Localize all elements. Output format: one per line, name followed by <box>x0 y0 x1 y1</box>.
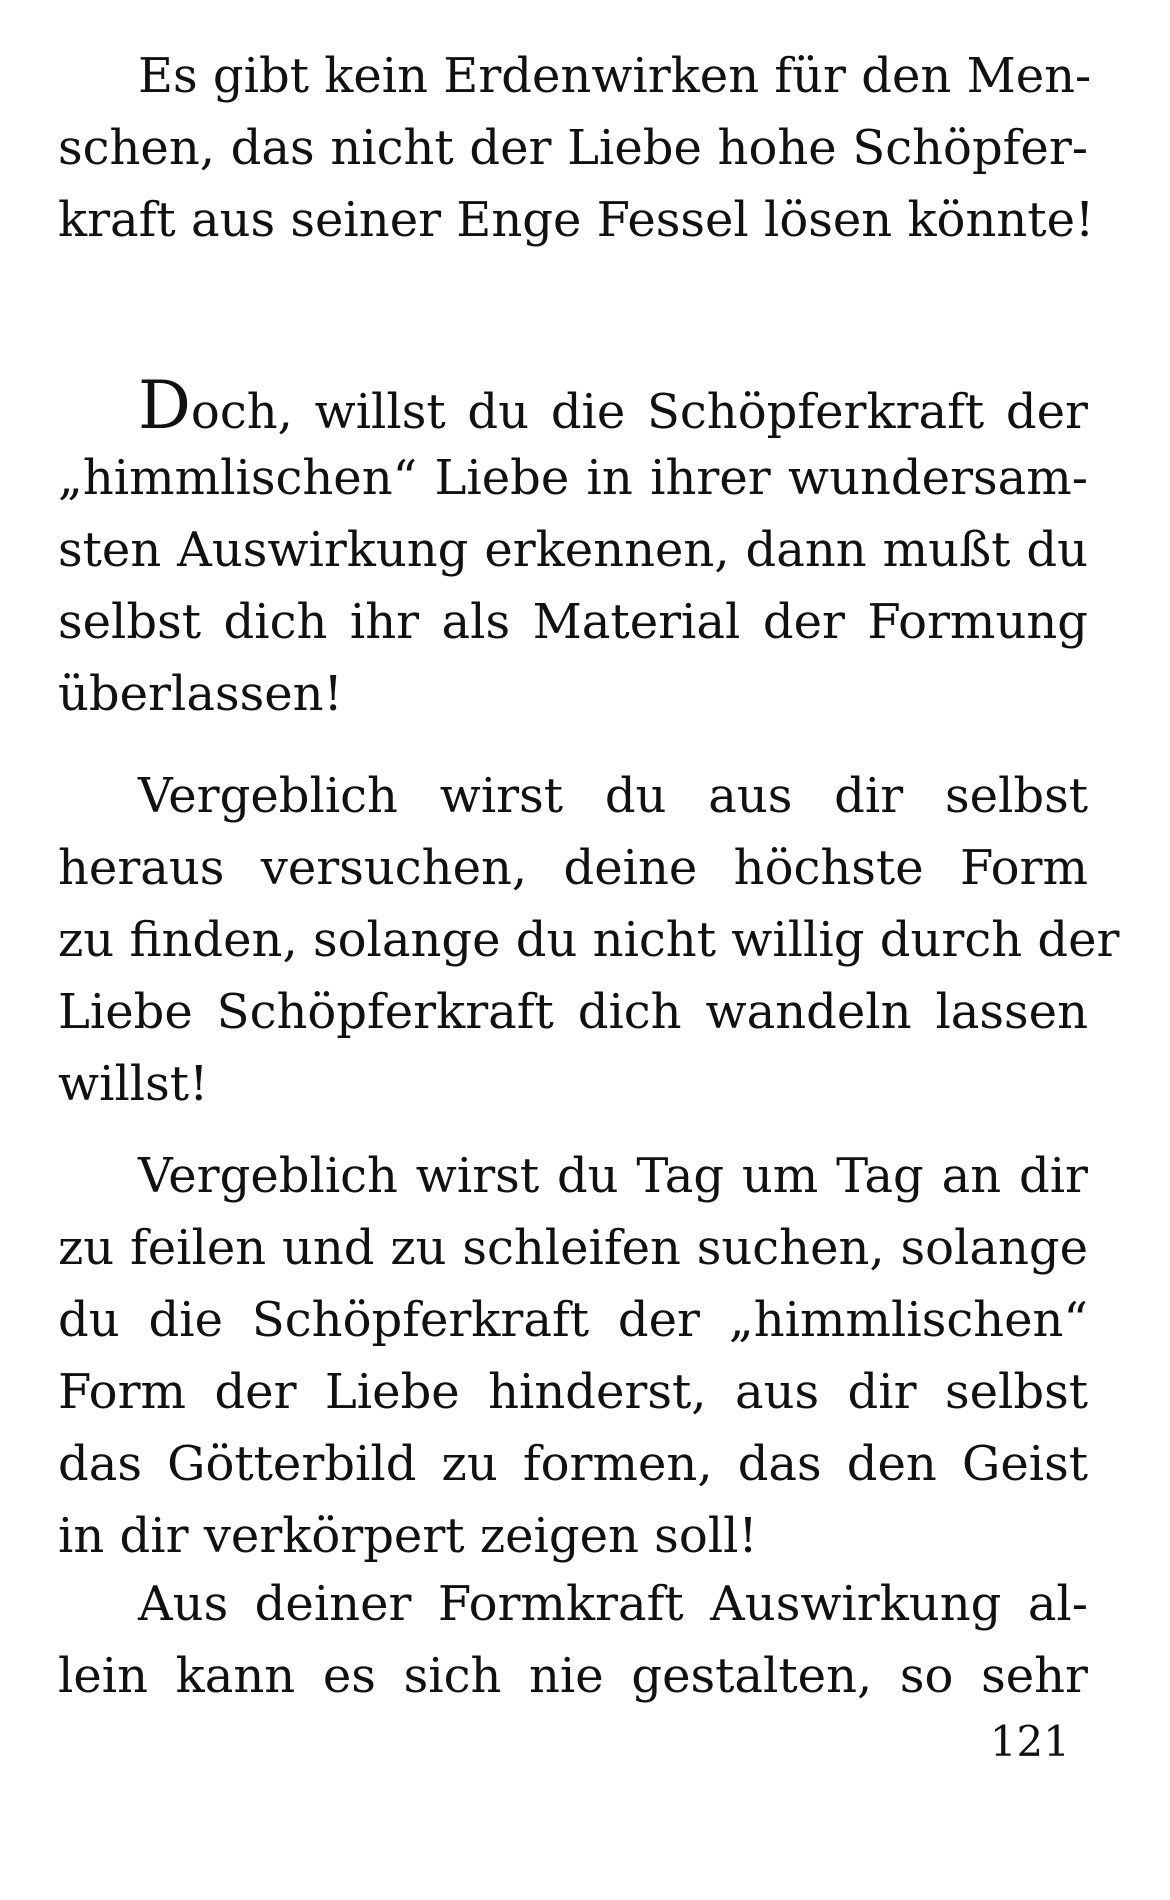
text-line: Es gibt kein Erdenwirken für den Men- <box>138 48 1092 104</box>
text-line: das Götterbild zu formen, das den Geist <box>58 1436 1088 1492</box>
paragraph-4 <box>58 1140 1088 1572</box>
text-line: Liebe Schöpferkraft dich wandeln lassen <box>58 984 1088 1040</box>
text-line: kraft aus seiner Enge Fessel lösen könnte! <box>58 192 1095 248</box>
page-number: 121 <box>989 1717 1070 1766</box>
text-line: schen, das nicht der Liebe hohe Schöpfer- <box>58 120 1088 176</box>
text-line: lein kann es sich nie gestalten, so sehr <box>58 1648 1088 1704</box>
text-line: Aus deiner Formkraft Auswirkung al- <box>138 1576 1088 1632</box>
text-line: du die Schöpferkraft der „himmlischen“ <box>58 1292 1088 1348</box>
text-line: selbst dich ihr als Material der Formung <box>58 594 1088 650</box>
text-line: heraus versuchen, deine höchste Form <box>58 840 1088 896</box>
text-line: zu feilen und zu schleifen suchen, solange <box>58 1220 1088 1276</box>
text-line: Vergeblich wirst du aus dir selbst <box>138 768 1088 824</box>
text-line: „himmlischen“ Liebe in ihrer wundersam- <box>58 450 1088 506</box>
text-line: in dir verkörpert zeigen soll! <box>58 1508 758 1564</box>
text-line: willst! <box>58 1056 209 1112</box>
paragraph-3 <box>58 760 1120 1120</box>
text-line: überlassen! <box>58 666 343 722</box>
paragraph-1 <box>58 40 1095 256</box>
text-line-rest: och, willst du die Schöpferkraft der <box>190 384 1088 440</box>
text-line-with-dropcap <box>58 367 1088 444</box>
paragraph-5 <box>58 1568 1088 1712</box>
drop-cap: D <box>138 367 191 444</box>
text-line: Form der Liebe hinderst, aus dir selbst <box>58 1364 1088 1420</box>
text-line: sten Auswirkung erkennen, dann mußt du <box>58 522 1088 578</box>
text-line: zu finden, solange du nicht willig durch der <box>58 912 1120 968</box>
paragraph-2 <box>58 367 1088 730</box>
text-line: Vergeblich wirst du Tag um Tag an dir <box>138 1148 1088 1204</box>
